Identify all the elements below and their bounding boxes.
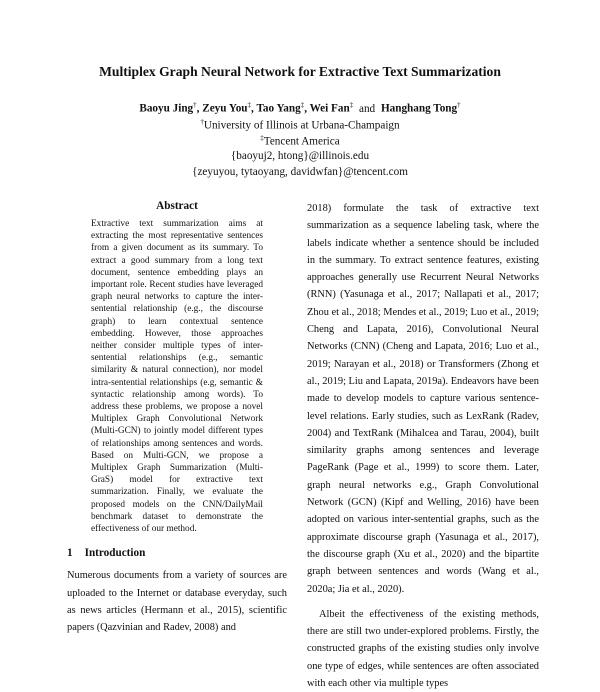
author-affil-mark: † [193, 101, 197, 109]
author-affil-mark: † [457, 101, 461, 109]
right-column [307, 200, 539, 690]
abstract-heading: Abstract [156, 200, 198, 212]
section-number: 1 [67, 547, 73, 560]
affil-mark: † [200, 118, 204, 126]
introduction-text: Numerous documents from a variety of sources are uploaded to the Internet or database everyday, such as news articles (Hermann et al., 2015), scientific papers (Qazvinian and Radev, 2008) and [67, 570, 287, 634]
author-name: Tao Yang [256, 102, 301, 115]
section-heading-introduction [67, 547, 287, 559]
affiliation-1 [0, 118, 600, 132]
author-list: Baoyu Jing†, Zeyu You‡, Tao Yang‡, Wei Fan‡ and Hanghang Tong† [139, 101, 461, 115]
author-name: Wei Fan [309, 102, 350, 115]
author-affil-mark: ‡ [300, 101, 305, 109]
paper-title: Multiplex Graph Neural Network for Extractive Text Summarization [99, 64, 501, 79]
affil-name: Tencent America [263, 135, 340, 148]
author-name: Hanghang Tong [380, 102, 458, 115]
affil-mark: ‡ [260, 134, 264, 142]
abstract-text: Extractive text summarization aims at extracting the most representative sentences from a given document as its summary. To extract a good summary from a long text document, sentence embedding plays an important role. Recent studies have leveraged graph neural networks to capture the inter-sentential relationship (e.g., the discourse graph) to learn contextual sentence embedding. However, those approaches neither consider multiple types of inter-sentential relationships (e.g., semantic similarity & natural connection), nor model intra-sentential relationships (e.g, semantic & syntactic relationship among words). To address these problems, we propose a novel Multiplex Graph Convolutional Network (Multi-GCN) to jointly model different types of relationships among sentences and words. Based on Multi-GCN, we propose a Multiplex Graph Summarization (Multi-GraS) model for extractive text summarization. Finally, we evaluate the proposed models on the CNN/DailyMail benchmark dataset to demonstrate the effectiveness of our method. [91, 219, 263, 535]
right-paragraph-1: 2018) formulate the task of extractive text summarization as a sequence labeling task, where the labels indicate whether a sentence should be included in the summary. To extract sentence features, existing approaches generally use Recurrent Neural Networks (RNN) (Yasunaga et al., 2017; Nallapati et al., 2017; Zhou et al., 2018; Mendes et al., 2019; Luo et al., 2019; Cheng and Lapata, 2016), Convolutional Neural Networks (CNN) (Cheng and Lapata, 2016; Luo et al., 2019; Narayan et al., 2018) or Transformers (Zhong et al., 2019; Liu and Lapata, 2019a). Endeavors have been made to develop models to capture various sentence-level relations. Early studies, such as LexRank (Radev, 2004) and TextRank (Mihalcea and Tarau, 2004), built similarity graphs among sentences and leverage PageRank (Page et al., 1999) to score them. Later, graph neural networks e.g., Graph Convolutional Network (GCN) (Kipf and Welling, 2016) have been adopted on various inter-sentential graphs, such as the approximate discourse graph (Yasunaga et al., 2017), the discourse graph (Xu et al., 2020) and the bipartite graph between sentences and words (Wang et al., 2020a; Jia et al., 2020). [307, 203, 539, 595]
affiliation-2 [0, 134, 600, 148]
author-conjunction: and [358, 102, 376, 115]
email-line-1: {baoyuj2, htong}@illinois.edu [230, 150, 370, 162]
author-affil-mark: ‡ [247, 101, 252, 109]
right-paragraph-2: Albeit the effectiveness of the existing methods, there are still two under-explored problems. Firstly, the constructed graphs of the existing studies only involve one type of edges, while sentences are often associated with each other via multiple types [307, 608, 539, 690]
author-affil-mark: ‡ [349, 101, 354, 109]
author-name: Zeyu You [202, 102, 248, 115]
email-line-2: {zeyuyou, tytaoyang, davidwfan}@tencent.com [192, 166, 408, 178]
author-name: Baoyu Jing [139, 102, 194, 115]
left-column [67, 200, 287, 634]
section-title: Introduction [84, 547, 146, 560]
affil-name: University of Illinois at Urbana-Champaign [203, 119, 400, 132]
